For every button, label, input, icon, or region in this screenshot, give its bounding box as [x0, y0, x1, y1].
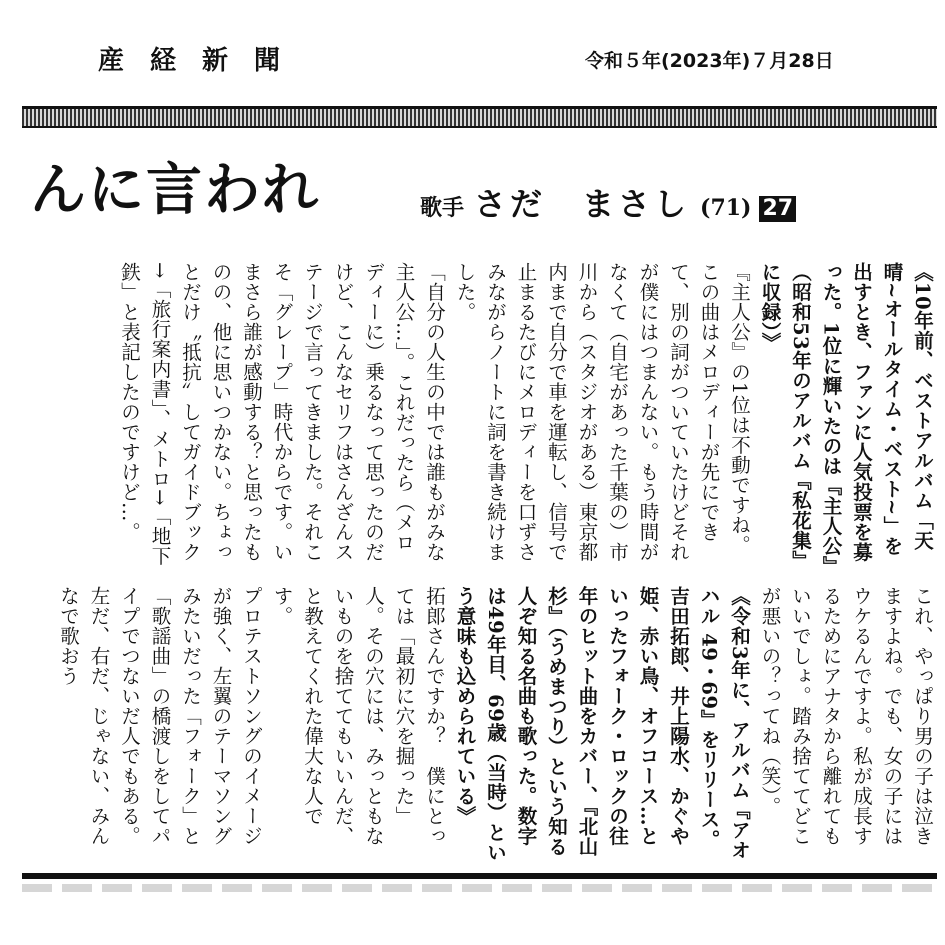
masthead-rule — [22, 106, 937, 128]
publication-date: 令和５年(2023年)７月28日 — [585, 50, 834, 72]
series-number-badge: 27 — [759, 196, 796, 222]
lower-body-paragraph-3: プロテストソングのイメージが強く、左翼のテーマソングみたいだった「フォーク」と「歌謡曲」の橋渡しをしてパイプでつないだ人でもある。左だ、右だ、じゃない、みんなで歌おう — [57, 586, 263, 846]
upper-intro-paragraph: 《10年前、ベストアルバム「天晴~オールタイム・ベスト~」を出すとき、ファンに人気投票を募った。1位に輝いたのは『主人公』（昭和53年のアルバム『私花集』に収録）》 — [758, 262, 934, 567]
lower-body-paragraph-1: これ、やっぱり男の子は泣きますよね。でも、女の子にはウケるんですよ。私が成長するためにアナタから離れてもいいでしょ。踏み捨ててどこが悪いの？ってね（笑）。 — [758, 586, 934, 846]
lower-body-paragraph-2: 拓郎さんですか？ 僕にとっては「最初に穴を掘った」人。その穴には、みっともないものを捨ててもいいんだ、と教えてくれた偉大な人です。 — [270, 586, 446, 846]
upper-body-paragraph-1: 『主人公』の1位は不動ですね。この曲はメロディーが先にできて、別の詞がついていたけどそれが僕にはつまんない。もう時間がなくて（自宅があった千葉の）市川から（スタジオがある）東京都内まで自分で車を運転し、信号で止まるたびにメロディーを口ずさみながらノートに詞を書き続けました。 — [453, 262, 751, 562]
headline: んに言われ — [30, 157, 320, 223]
upper-body-paragraph-2: 「自分の人生の中では誰もがみな主人公…」。これだったら（メロディーに）乗るなって思ったのだけど、こんなセリフはさんざんステージで言ってきました。それこそ「グレープ」時代からです。いまさら誰が感動する？と思ったものの、他に思いつかない。ちょっとだけ〝抵抗〟してガイドブック→「旅行案内書」、メトロ→「地下鉄」と表記したのですけど…。 — [118, 262, 446, 566]
lower-text-block — [30, 586, 937, 864]
byline — [420, 185, 796, 223]
bottom-rule — [22, 873, 937, 879]
upper-text-block — [30, 262, 937, 568]
bottom-bleed-through — [22, 884, 937, 892]
byline-label: 歌手 — [420, 195, 465, 221]
lower-intro-paragraph: 《令和3年に、アルバム『アオハル 49・69』をリリース。吉田拓郎、井上陽水、かぐや姫、赤い鳥、オフコース…といったフォーク・ロックの往年のヒット曲をカバー、『北山杉』（うめまつり）という知る人ぞ知る名曲も歌った。数字は49年目、69歳（当時）という意味も込められている》 — [453, 586, 751, 863]
byline-name: さだ まさし — [474, 185, 691, 223]
byline-age: (71) — [700, 195, 752, 221]
newspaper-name: 産経新聞 — [98, 46, 307, 76]
